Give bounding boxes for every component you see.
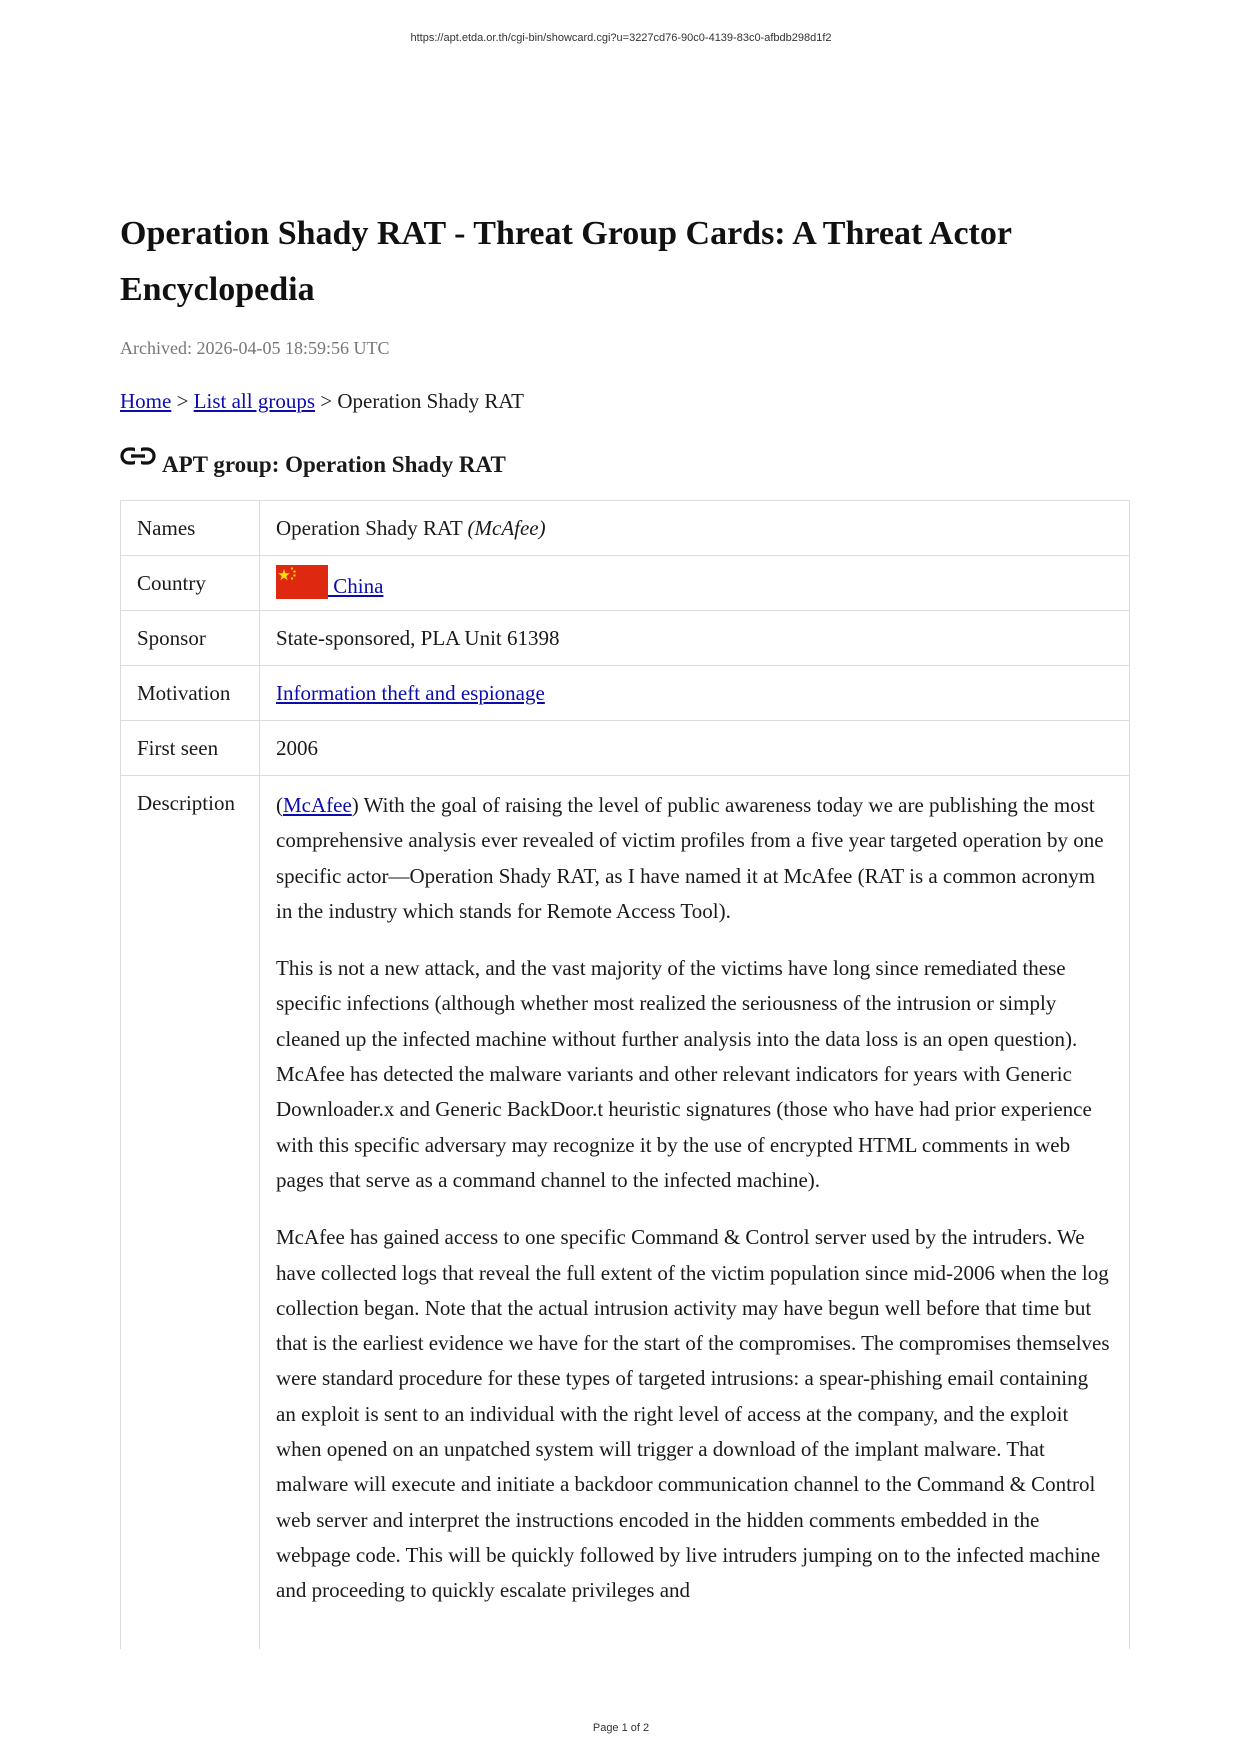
group-heading (120, 452, 1130, 478)
desc-open-paren: ( (276, 793, 283, 817)
page-number: Page 1 of 2 (592, 1722, 650, 1734)
table-row-country (121, 556, 1130, 611)
description-source-link[interactable]: McAfee (283, 793, 352, 817)
country-label: Country (121, 556, 260, 611)
table-row-first-seen (121, 721, 1130, 776)
desc-p1-text: ) With the goal of raising the level of public awareness today we are publishing the most comprehensive analysis ever revealed of victim profiles from a five year targeted operation by one specific actor—Operation Shady RAT, as I have named it at McAfee (RAT is a common acronym in the industry which stands for Remote Access Tool). (276, 793, 1104, 923)
names-value: Operation Shady RAT (276, 516, 468, 540)
motivation-link[interactable]: Information theft and espionage (276, 681, 545, 705)
sponsor-label: Sponsor (121, 611, 260, 666)
description-paragraph-1 (276, 788, 1113, 929)
description-cell (260, 776, 1130, 1701)
group-heading-text: APT group: Operation Shady RAT (162, 452, 506, 477)
names-cell (260, 501, 1130, 556)
china-flag-icon (276, 565, 328, 599)
first-seen-value: 2006 (260, 721, 1130, 776)
names-label: Names (121, 501, 260, 556)
group-card-table (120, 500, 1130, 1700)
page-footer-area (0, 1649, 1242, 1756)
names-source: (McAfee) (467, 516, 546, 540)
link-icon[interactable] (120, 446, 156, 468)
table-row-sponsor (121, 611, 1130, 666)
page-content (120, 206, 1130, 1700)
table-row-names (121, 501, 1130, 556)
table-row-motivation (121, 666, 1130, 721)
description-paragraph-2: This is not a new attack, and the vast majority of the victims have long since remediated these specific infections (although whether most realized the seriousness of the intrusion or simply cleaned up the infected machine without further analysis into the data loss is an open question). McAfee has detected the malware variants and other relevant indicators for years with Generic Downloader.x and Generic BackDoor.t heuristic signatures (those who have had prior experience with this specific adversary may recognize it by the use of encrypted HTML comments in web pages that serve as a command channel to the infected machine). (276, 956, 1092, 1192)
motivation-cell (260, 666, 1130, 721)
description-paragraph-3: McAfee has gained access to one specific Command & Control server used by the intruders. We have collected logs that reveal the full extent of the victim population since mid-2006 when the log collection began. Note that the actual intrusion activity may have begun well before that time but that is the earliest evidence we have for the start of the compromises. The compromises themselves were standard procedure for these types of targeted intrusions: a spear-phishing email containing an exploit is sent to an individual with the right level of access at the company, and the exploit when opened on an unpatched system will trigger a download of the implant malware. That malware will execute and initiate a backdoor communication channel to the Command & Control web server and interpret the instructions encoded in the hidden comments embedded in the webpage code. This will be quickly followed by live intruders jumping on to the infected machine and proceeding to quickly escalate privileges and (276, 1225, 1110, 1603)
motivation-label: Motivation (121, 666, 260, 721)
country-cell (260, 556, 1130, 611)
breadcrumb-separator: > (315, 389, 338, 413)
print-url-header: https://apt.etda.or.th/cgi-bin/showcard.cgi?u=3227cd76-90c0-4139-83c0-afbdb298d1f2 (410, 32, 832, 44)
breadcrumb (120, 389, 1130, 414)
breadcrumb-home-link[interactable]: Home (120, 389, 172, 413)
table-row-description (121, 776, 1130, 1701)
breadcrumb-current: Operation Shady RAT (337, 389, 524, 413)
first-seen-label: First seen (121, 721, 260, 776)
archived-timestamp: Archived: 2026-04-05 18:59:56 UTC (120, 338, 390, 358)
page-title: Operation Shady RAT - Threat Group Cards: A Threat Actor Encyclopedia (120, 215, 1012, 308)
country-value: China (328, 574, 384, 598)
country-link[interactable] (276, 574, 383, 598)
breadcrumb-list-all-groups-link[interactable]: List all groups (193, 389, 315, 413)
description-label: Description (121, 776, 260, 1701)
breadcrumb-separator: > (171, 389, 194, 413)
sponsor-value: State-sponsored, PLA Unit 61398 (260, 611, 1130, 666)
